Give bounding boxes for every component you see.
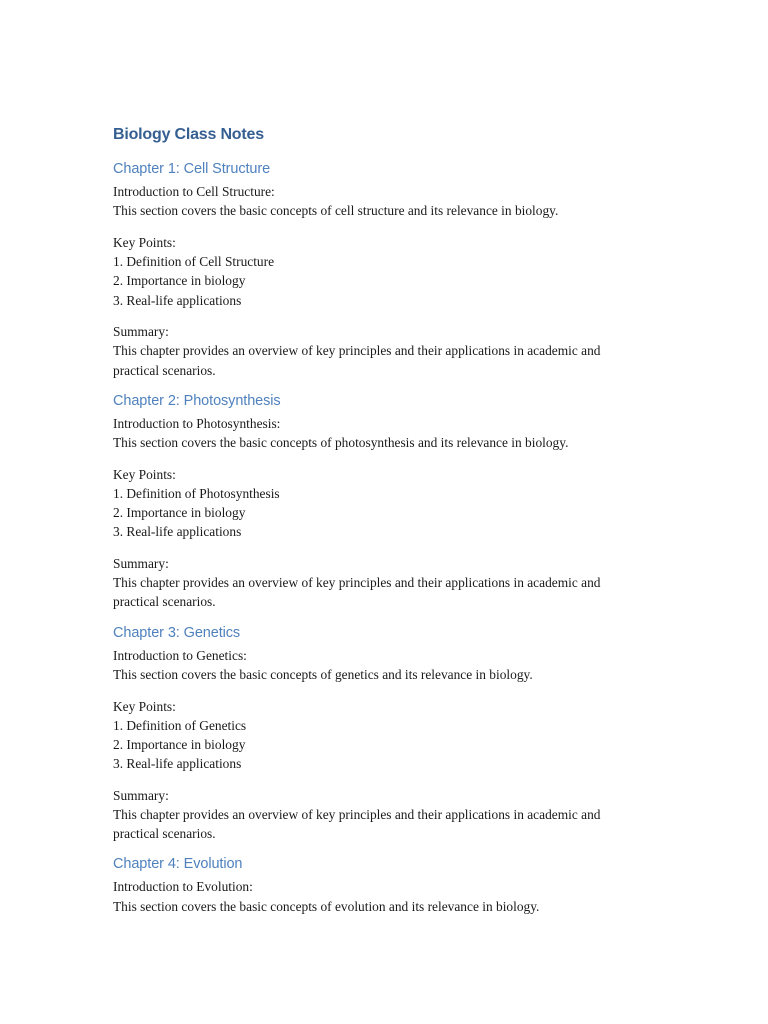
key-point-item: 3. Real-life applications: [113, 292, 242, 308]
intro-text: This section covers the basic concepts of genetics and its relevance in biology.: [113, 666, 533, 682]
summary-text: practical scenarios.: [113, 594, 216, 610]
summary-label: Summary:: [113, 787, 169, 803]
key-point-item: 2. Importance in biology: [113, 736, 246, 752]
intro-label: Introduction to Photosynthesis:: [113, 415, 281, 431]
summary-text: practical scenarios.: [113, 826, 216, 842]
key-point-item: 3. Real-life applications: [113, 756, 242, 772]
intro-label: Introduction to Genetics:: [113, 647, 247, 663]
summary-label: Summary:: [113, 324, 169, 340]
intro-text: This section covers the basic concepts of evolution and its relevance in biology.: [113, 898, 540, 914]
chapter-2: [113, 391, 673, 623]
key-point-item: 3. Real-life applications: [113, 524, 242, 540]
key-point-item: 2. Importance in biology: [113, 505, 246, 521]
key-points-label: Key Points:: [113, 234, 176, 250]
summary-text: This chapter provides an overview of key principles and their applications in academic and: [113, 575, 601, 591]
summary-text: This chapter provides an overview of key principles and their applications in academic and: [113, 343, 601, 359]
intro-label: Introduction to Cell Structure:: [113, 184, 275, 199]
key-point-item: 1. Definition of Cell Structure: [113, 254, 275, 270]
chapter-heading: Chapter 1: Cell Structure: [113, 161, 271, 177]
document-page: [113, 124, 673, 916]
intro-text: This section covers the basic concepts of photosynthesis and its relevance in biology.: [113, 435, 569, 451]
chapter-1: [113, 159, 673, 391]
key-points-label: Key Points:: [113, 466, 176, 482]
key-points-label: Key Points:: [113, 698, 176, 714]
chapter-4: [113, 854, 673, 915]
document-title: Biology Class Notes: [113, 126, 264, 143]
summary-text: practical scenarios.: [113, 362, 216, 378]
intro-label: Introduction to Evolution:: [113, 879, 253, 895]
key-point-item: 1. Definition of Photosynthesis: [113, 485, 280, 501]
key-point-item: 1. Definition of Genetics: [113, 717, 247, 733]
chapter-heading: Chapter 2: Photosynthesis: [113, 392, 281, 409]
intro-text: This section covers the basic concepts of cell structure and its relevance in biology.: [113, 203, 559, 219]
chapter-3: [113, 623, 673, 855]
key-point-item: 2. Importance in biology: [113, 273, 246, 289]
summary-label: Summary:: [113, 556, 169, 572]
chapter-heading: Chapter 3: Genetics: [113, 624, 241, 641]
chapter-heading: Chapter 4: Evolution: [113, 856, 243, 873]
summary-text: This chapter provides an overview of key principles and their applications in academic and: [113, 807, 601, 823]
